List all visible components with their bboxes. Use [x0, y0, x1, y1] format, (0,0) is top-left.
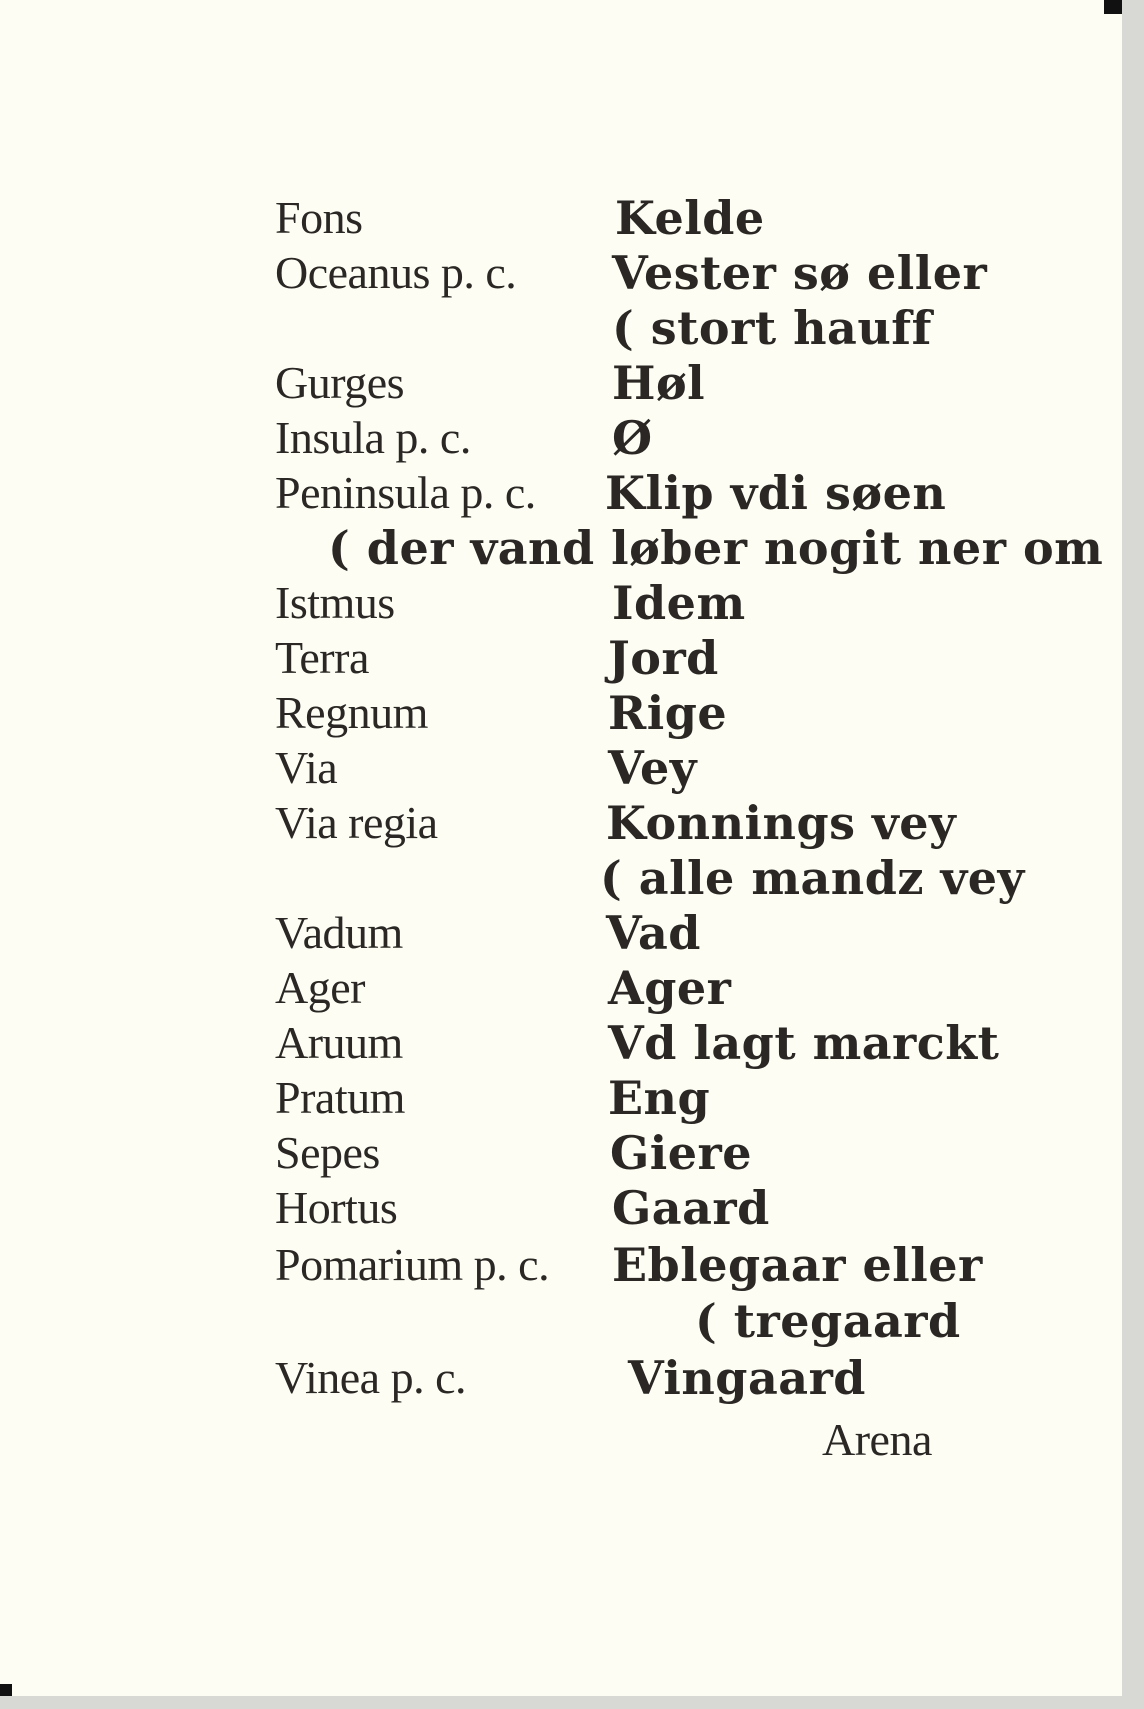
danish-translation: Rige — [608, 686, 728, 740]
latin-term: Aruum — [275, 1017, 403, 1068]
glossary-row — [0, 1237, 1122, 1293]
catchword-row — [0, 1412, 1122, 1468]
danish-translation: Vingaard — [628, 1351, 866, 1405]
danish-translation-continuation: ( der vand løber nogit ner om — [328, 521, 1104, 575]
latin-term: Regnum — [275, 687, 428, 738]
glossary-row — [0, 410, 1122, 466]
danish-translation: Eng — [608, 1071, 711, 1125]
danish-translation: Gaard — [612, 1181, 770, 1235]
latin-term: Terra — [275, 632, 369, 683]
glossary-row-continuation — [0, 520, 1122, 576]
danish-translation: Høl — [612, 356, 706, 410]
danish-translation-continuation: ( tregaard — [695, 1294, 961, 1348]
danish-translation-continuation: ( stort hauff — [612, 301, 932, 355]
danish-translation: Ager — [608, 961, 732, 1015]
glossary-row — [0, 740, 1122, 796]
danish-translation: Giere — [610, 1126, 753, 1180]
glossary-row — [0, 685, 1122, 741]
latin-term: Istmus — [275, 577, 395, 628]
danish-translation: Ø — [612, 411, 653, 465]
latin-term: Via regia — [275, 797, 438, 848]
danish-translation: Jord — [608, 631, 719, 685]
glossary-row — [0, 465, 1122, 521]
latin-term: Hortus — [275, 1182, 398, 1233]
danish-translation: Vey — [608, 741, 697, 795]
latin-term: Via — [275, 742, 338, 793]
glossary-row — [0, 1350, 1122, 1406]
glossary-row — [0, 1015, 1122, 1071]
latin-term: Fons — [275, 192, 363, 243]
glossary-row — [0, 630, 1122, 686]
danish-translation: Eblegaar eller — [612, 1238, 983, 1292]
latin-term: Vadum — [275, 907, 403, 958]
danish-translation: Konnings vey — [606, 796, 957, 850]
latin-term: Sepes — [275, 1127, 380, 1178]
latin-term: Pratum — [275, 1072, 405, 1123]
danish-translation: Klip vdi søen — [605, 466, 947, 520]
danish-translation: Kelde — [615, 191, 765, 245]
latin-term: Pomarium p. c. — [275, 1239, 550, 1290]
danish-translation: Vd lagt marckt — [608, 1016, 1000, 1070]
latin-term: Insula p. c. — [275, 412, 471, 463]
latin-term: Peninsula p. c. — [275, 467, 536, 518]
glossary-row — [0, 355, 1122, 411]
glossary-row — [0, 1125, 1122, 1181]
danish-translation: Vad — [606, 906, 701, 960]
glossary-row — [0, 1070, 1122, 1126]
glossary-row — [0, 960, 1122, 1016]
glossary-row — [0, 190, 1122, 246]
glossary-row-continuation — [0, 300, 1122, 356]
glossary-row-continuation — [0, 1293, 1122, 1349]
latin-term: Vinea p. c. — [275, 1352, 466, 1403]
latin-term: Gurges — [275, 357, 405, 408]
danish-translation: Vester sø eller — [612, 246, 988, 300]
glossary-row — [0, 575, 1122, 631]
latin-term: Oceanus p. c. — [275, 247, 517, 298]
glossary-row — [0, 245, 1122, 301]
glossary-row — [0, 795, 1122, 851]
latin-term: Ager — [275, 962, 365, 1013]
catchword: Arena — [822, 1414, 932, 1465]
danish-translation: Idem — [612, 576, 746, 630]
danish-translation-continuation: ( alle mandz vey — [600, 851, 1025, 905]
glossary-row — [0, 905, 1122, 961]
glossary-row-continuation — [0, 850, 1122, 906]
glossary-row — [0, 1180, 1122, 1236]
